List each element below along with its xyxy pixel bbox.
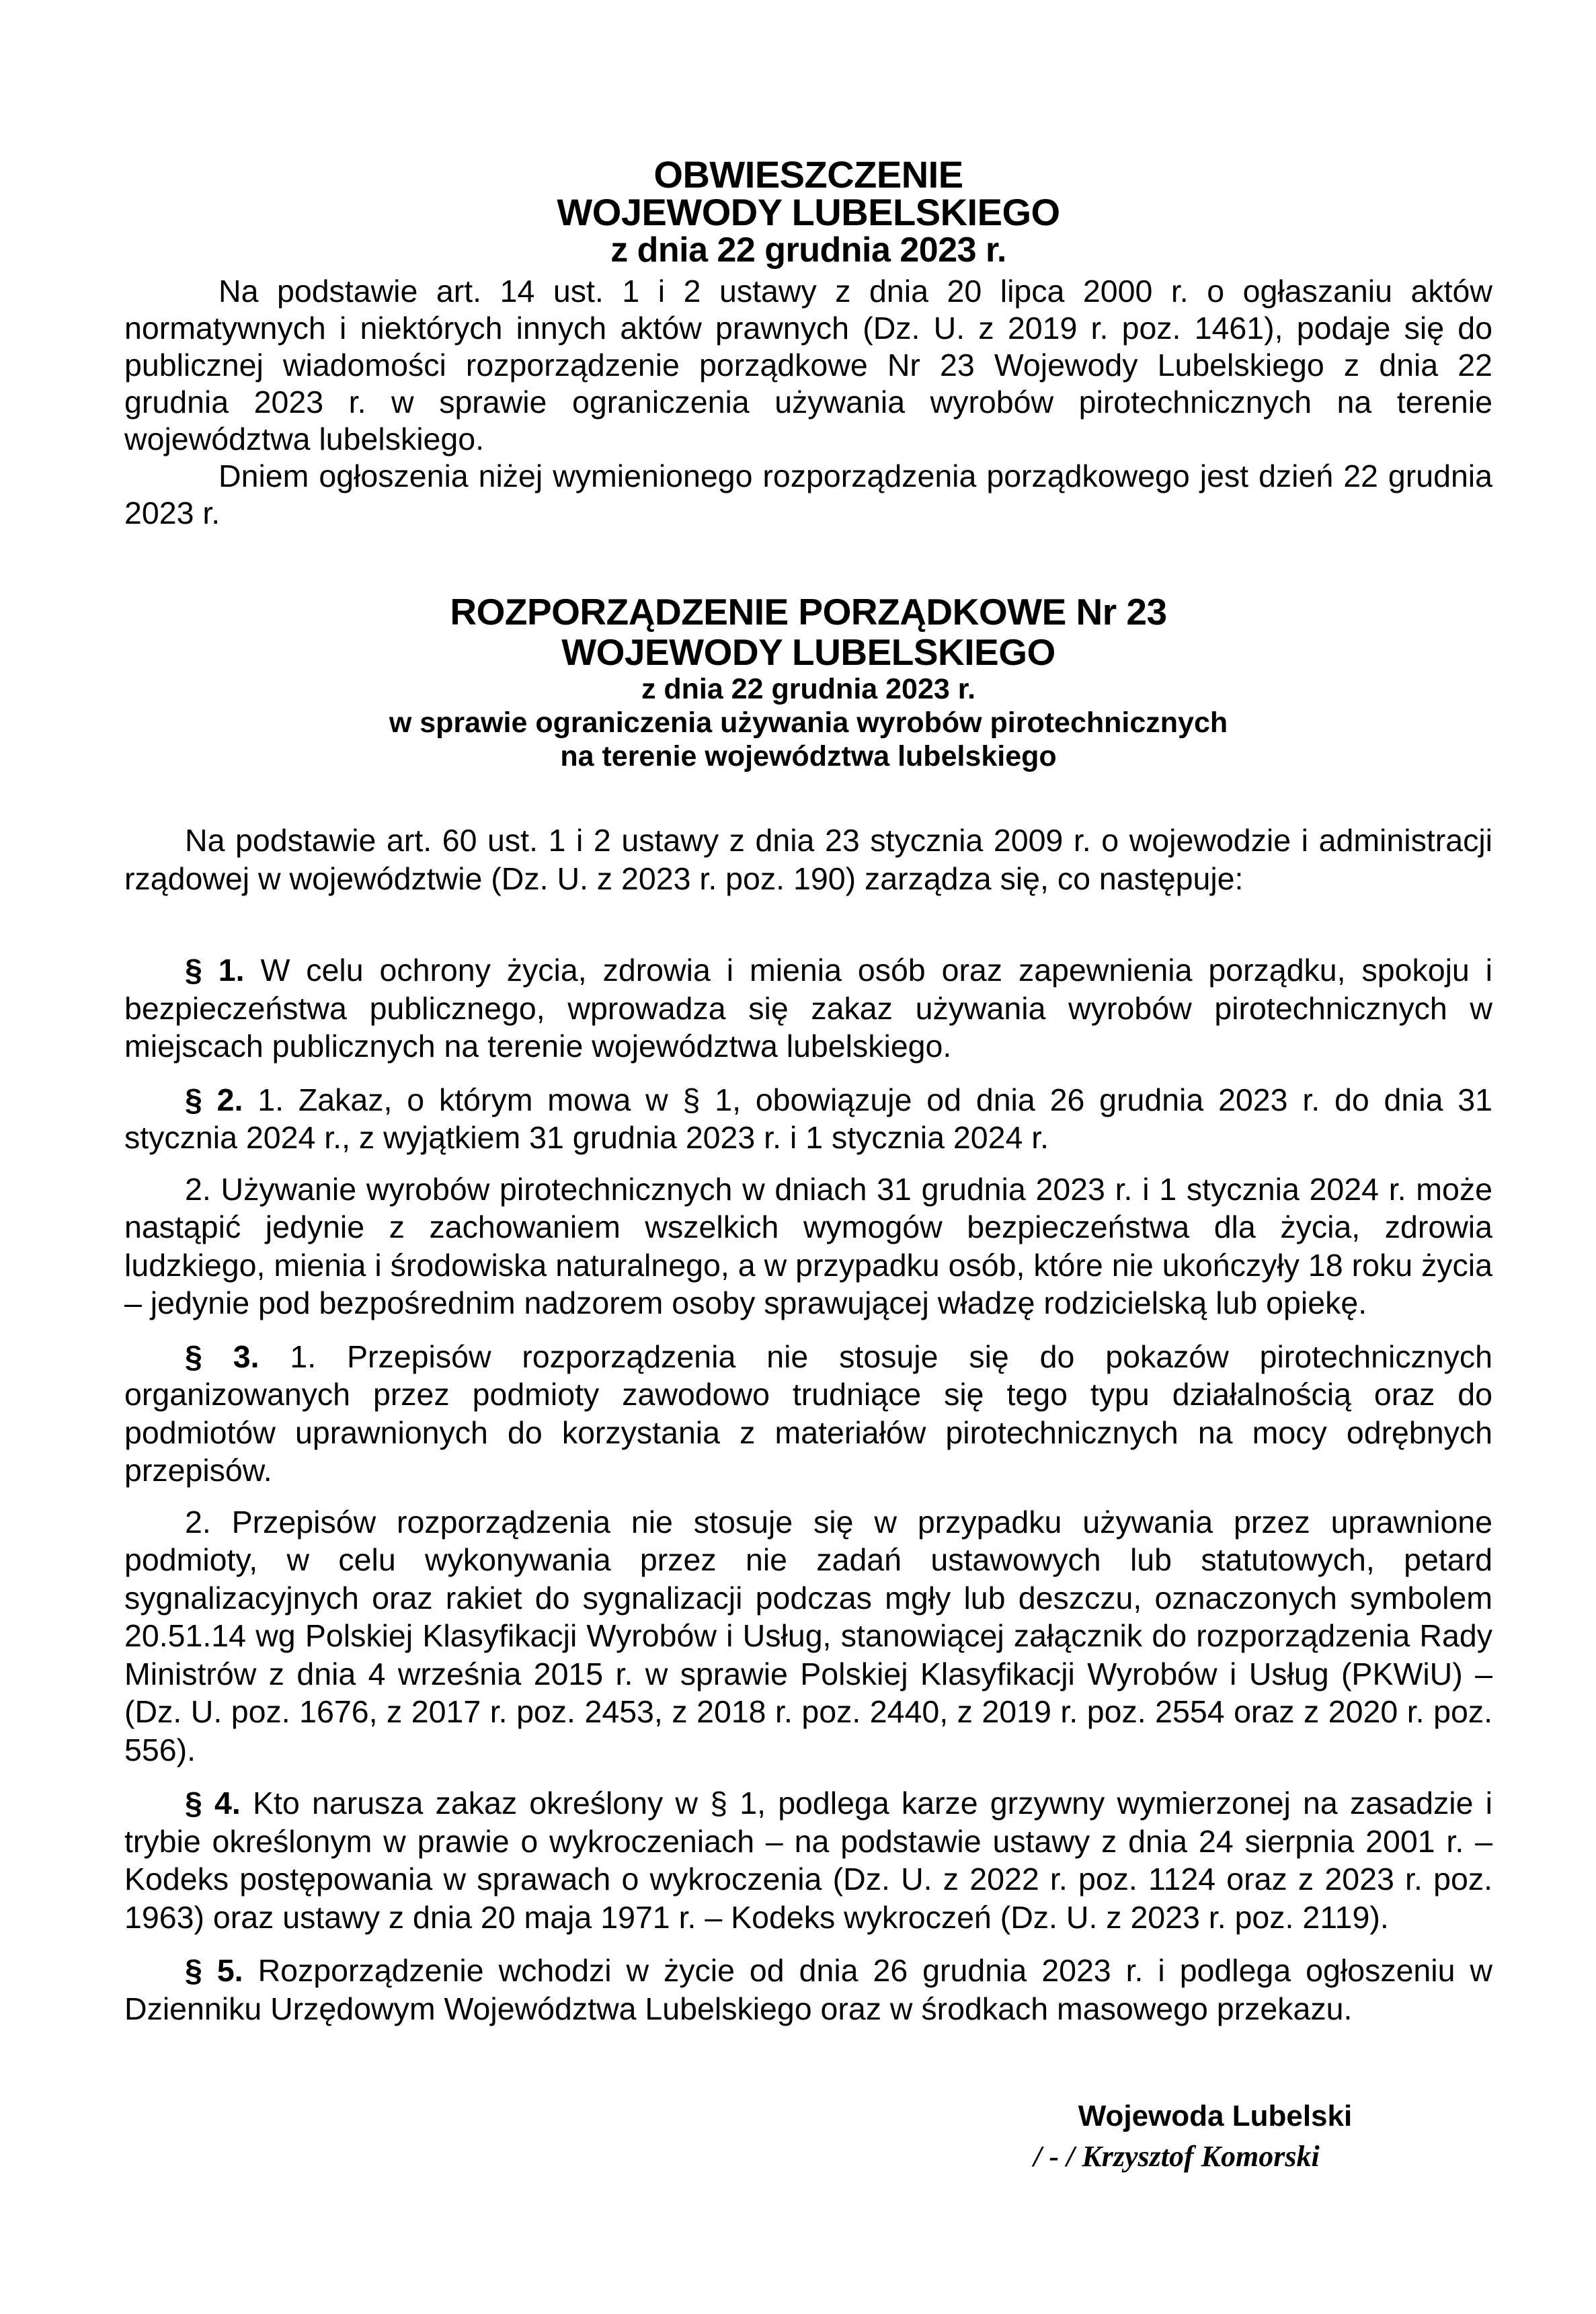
section-3-subparagraph: 2. Przepisów rozporządzenia nie stosuje się w przypadku używania przez uprawnione podmioty, w celu wykonywania przez nie zadań ustawowych lub statutowych, petard sygnalizacyjnych oraz rakiet do sygnalizacji podczas mgły lub deszczu, oznaczonych symbolem 20.51.14 wg Polskiej Klasyfikacji Wyrobów i Usług, stanowiącej załącznik do rozporządzenia Rady Ministrów z dnia 4 września 2015 r. w sprawie Polskiej Klasyfikacji Wyrobów i Usług (PKWiU) – (Dz. U. poz. 1676, z 2017 r. poz. 2453, z 2018 r. poz. 2440, z 2019 r. poz. 2554 oraz z 2020 r. poz. 556). — [124, 1504, 1492, 1767]
section-5 — [124, 1952, 1492, 2028]
section-text: Kto narusza zakaz określony w § 1, podlega karze grzywny wymierzonej na zasadzie i trybie określonym w prawie o wykroczeniach – na podstawie ustawy z dnia 24 sierpnia 2001 r. – Kodeks postępowania w sprawach o wykroczenia (Dz. U. z 2022 r. poz. 1124 oraz z 2023 r. poz. 1963) oraz ustawy z dnia 20 maja 1971 r. – Kodeks wykroczeń (Dz. U. z 2023 r. poz. 2119). — [124, 1786, 1492, 1935]
regulation-date: z dnia 22 grudnia 2023 r. — [641, 673, 976, 705]
regulation-title-line-1: ROZPORZĄDZENIE PORZĄDKOWE Nr 23 — [450, 591, 1167, 633]
announcement-title-line-1: OBWIESZCZENIE — [653, 153, 963, 196]
section-2-subparagraph: 2. Używanie wyrobów pirotechnicznych w dniach 31 grudnia 2023 r. i 1 stycznia 2024 r. może nastąpić jedynie z zachowaniem wszelkich wymogów bezpieczeństwa dla życia, zdrowia ludzkiego, mienia i środowiska naturalnego, a w przypadku osób, które nie ukończyły 18 roku życia – jedynie pod bezpośrednim nadzorem osoby sprawującej władzę rodzicielską lub opiekę. — [124, 1171, 1492, 1320]
section-text: 1. Przepisów rozporządzenia nie stosuje się do pokazów pirotechnicznych organizowanych przez podmioty zawodowo trudniące się tego typu działalnością oraz do podmiotów uprawnionych do korzystania z materiałów pirotechnicznych na mocy odrębnych przepisów. — [124, 1339, 1492, 1488]
section-mark: § 1. — [185, 953, 245, 988]
section-text: Rozporządzenie wchodzi w życie od dnia 26 grudnia 2023 r. i podlega ogłoszeniu w Dzienniku Urzędowym Województwa Lubelskiego oraz w środkach masowego przekazu. — [124, 1953, 1493, 2026]
signatory-role: Wojewoda Lubelski — [1078, 2100, 1353, 2132]
signature-block — [941, 2096, 1412, 2177]
section-2 — [124, 1081, 1492, 1157]
legal-basis-text: Na podstawie art. 60 ust. 1 i 2 ustawy z dnia 23 stycznia 2009 r. o wojewodzie i administracji rządowej w województwie (Dz. U. z 2023 r. poz. 190) zarządza się, co następuje: — [124, 823, 1492, 896]
section-mark: § 4. — [185, 1786, 241, 1821]
section-text: W celu ochrony życia, zdrowia i mienia osób oraz zapewnienia porządku, spokoju i bezpieczeństwa publicznego, wprowadza się zakaz używania wyrobów pirotechnicznych w miejscach publicznych na terenie województwa lubelskiego. — [124, 953, 1493, 1064]
regulation-legal-basis — [124, 822, 1492, 898]
signatory-name: / - / Krzysztof Komorski — [1033, 2140, 1320, 2173]
announcement-title-line-2: WOJEWODY LUBELSKIEGO — [557, 191, 1060, 233]
announcement-title — [124, 153, 1492, 270]
regulation-subject-line-1: w sprawie ograniczenia używania wyrobów pirotechnicznych — [389, 707, 1228, 739]
announcement-date: z dnia 22 grudnia 2023 r. — [610, 231, 1006, 270]
section-1 — [124, 951, 1492, 1066]
section-3 — [124, 1338, 1492, 1490]
regulation-sections — [124, 951, 1492, 2043]
section-mark: § 5. — [185, 1953, 243, 1988]
regulation-subject-line-2: na terenie województwa lubelskiego — [560, 740, 1057, 772]
section-4 — [124, 1784, 1492, 1936]
section-mark: § 3. — [185, 1339, 260, 1374]
regulation-title-line-2: WOJEWODY LUBELSKIEGO — [561, 631, 1055, 673]
regulation-title — [124, 592, 1492, 773]
section-text: 1. Zakaz, o którym mowa w § 1, obowiązuje od dnia 26 grudnia 2023 r. do dnia 31 stycznia 2024 r., z wyjątkiem 31 grudnia 2023 r. i 1 stycznia 2024 r. — [124, 1082, 1492, 1155]
section-mark: § 2. — [185, 1082, 243, 1117]
announcement-body — [124, 273, 1492, 532]
announcement-paragraph: Na podstawie art. 14 ust. 1 i 2 ustawy z dnia 20 lipca 2000 r. o ogłaszaniu aktów normatywnych i niektórych innych aktów prawnych (Dz. U. z 2019 r. poz. 1461), podaje się do publicznej wiadomości rozporządzenie porządkowe Nr 23 Wojewody Lubelskiego z dnia 22 grudnia 2023 r. w sprawie ograniczenia używania wyrobów pirotechnicznych na terenie województwa lubelskiego. — [124, 274, 1492, 456]
announcement-paragraph: Dniem ogłoszenia niżej wymienionego rozporządzenia porządkowego jest dzień 22 grudnia 2023 r. — [124, 458, 1492, 530]
